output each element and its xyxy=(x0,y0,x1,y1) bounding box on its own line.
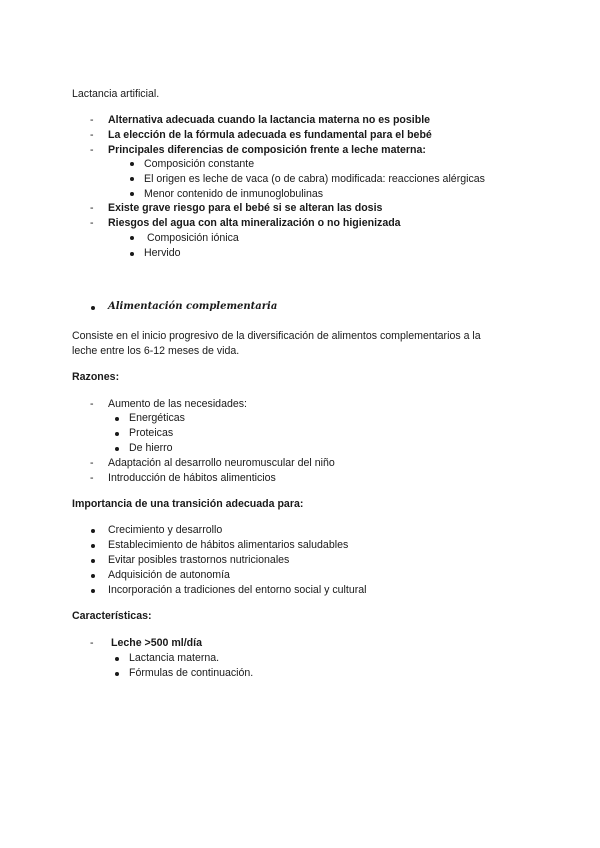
paragraph-line: leche entre los 6-12 meses de vida. xyxy=(72,345,240,357)
bullet-icon xyxy=(91,544,95,548)
list-item: Leche >500 ml/día xyxy=(111,637,202,649)
list-item: Composición iónica xyxy=(144,232,239,244)
list-item: Existe grave riesgo para el bebé si se alteran las dosis xyxy=(108,202,383,214)
section-title-lactancia-artificial: Lactancia artificial. xyxy=(72,88,160,100)
list-item: Adaptación al desarrollo neuromuscular del niño xyxy=(108,457,335,469)
list-item: Introducción de hábitos alimenticios xyxy=(108,472,276,484)
list-item: Energéticas xyxy=(129,412,185,424)
bullet-icon xyxy=(91,529,95,533)
subheading-razones: Razones: xyxy=(72,371,120,383)
dash-marker: - xyxy=(90,398,94,410)
bullet-icon xyxy=(91,574,95,578)
dash-marker: - xyxy=(90,114,94,126)
list-item: Composición constante xyxy=(144,158,255,170)
bullet-icon xyxy=(91,559,95,563)
list-item: Menor contenido de inmunoglobulinas xyxy=(144,188,324,200)
bullet-icon xyxy=(115,657,119,661)
dash-marker: - xyxy=(90,637,94,649)
list-item: Crecimiento y desarrollo xyxy=(108,524,223,536)
list-item: Incorporación a tradiciones del entorno social y cultural xyxy=(108,584,367,596)
list-item: Establecimiento de hábitos alimentarios saludables xyxy=(108,539,349,551)
subheading-importancia: Importancia de una transición adecuada para: xyxy=(72,498,304,510)
dash-marker: - xyxy=(90,129,94,141)
bullet-icon xyxy=(130,177,134,181)
list-item: Aumento de las necesidades: xyxy=(108,398,247,410)
list-item: Adquisición de autonomía xyxy=(108,569,230,581)
subheading-caracteristicas: Características: xyxy=(72,610,152,622)
bullet-icon xyxy=(115,672,119,676)
bullet-icon xyxy=(115,417,119,421)
dash-marker: - xyxy=(90,457,94,469)
list-item: Alternativa adecuada cuando la lactancia materna no es posible xyxy=(108,114,431,126)
list-item: Evitar posibles trastornos nutricionales xyxy=(108,554,290,566)
bullet-icon xyxy=(91,306,95,310)
list-item: El origen es leche de vaca (o de cabra) modificada: reacciones alérgicas xyxy=(144,173,485,185)
list-item: Riesgos del agua con alta mineralización o no higienizada xyxy=(108,217,401,229)
bullet-icon xyxy=(130,192,134,196)
bullet-icon xyxy=(130,162,134,166)
bullet-icon xyxy=(130,236,134,240)
bullet-icon xyxy=(115,432,119,436)
list-item: De hierro xyxy=(129,442,173,454)
list-item: Hervido xyxy=(144,247,181,259)
list-item: Proteicas xyxy=(129,427,174,439)
list-item: La elección de la fórmula adecuada es fundamental para el bebé xyxy=(108,129,432,141)
dash-marker: - xyxy=(90,202,94,214)
dash-marker: - xyxy=(90,217,94,229)
section-heading-alimentacion-complementaria: Alimentación complementaria xyxy=(108,301,278,312)
list-item: Principales diferencias de composición frente a leche materna: xyxy=(108,144,426,156)
list-item: Fórmulas de continuación. xyxy=(129,667,254,679)
dash-marker: - xyxy=(90,144,94,156)
paragraph-line: Consiste en el inicio progresivo de la diversificación de alimentos complementarios a la xyxy=(72,330,481,342)
dash-marker: - xyxy=(90,472,94,484)
bullet-icon xyxy=(91,589,95,593)
list-item: Lactancia materna. xyxy=(129,652,220,664)
bullet-icon xyxy=(115,447,119,451)
bullet-icon xyxy=(130,252,134,256)
